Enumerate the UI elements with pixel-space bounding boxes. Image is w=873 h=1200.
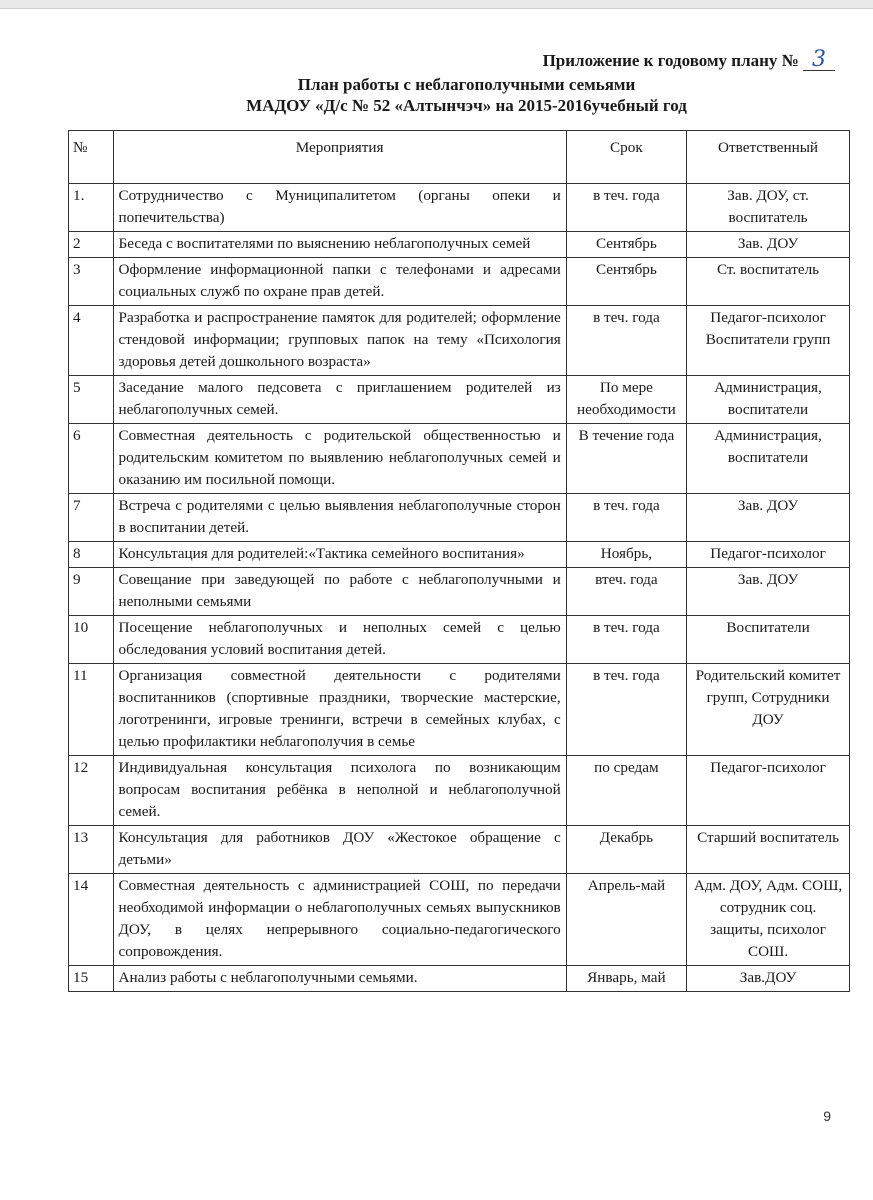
row-event: Сотрудничество с Муниципалитетом (органы опеки и попечительства) [113,184,566,232]
column-header-events: Мероприятия [113,131,566,184]
column-header-responsible: Ответственный [687,131,850,184]
row-event: Оформление информационной папки с телефонами и адресами социальных служб по охране прав детей. [113,258,566,306]
row-term: По мере необходимости [566,376,686,424]
row-responsible: Старший воспитатель [687,826,850,874]
row-responsible: Зав. ДОУ [687,232,850,258]
row-responsible: Адм. ДОУ, Адм. СОШ, сотрудник соц. защиты, психолог СОШ. [687,874,850,966]
row-number: 5 [69,376,114,424]
document-subtitle: МАДОУ «Д/с № 52 «Алтынчэч» на 2015-2016учебный год [246,96,687,115]
table-row [69,258,850,306]
row-number: 3 [69,258,114,306]
row-responsible: Администрация, воспитатели [687,424,850,494]
table-row [69,494,850,542]
table-row [69,424,850,494]
row-number: 1. [69,184,114,232]
table-row [69,306,850,376]
row-number: 10 [69,616,114,664]
row-term: в теч. года [566,306,686,376]
page-top-edge [0,0,873,9]
row-number: 11 [69,664,114,756]
column-header-number: № [69,131,114,184]
row-responsible: Ст. воспитатель [687,258,850,306]
row-event: Совместная деятельность с администрацией СОШ, по передачи необходимой информации о неблагополучных семьях выпускников ДОУ, в целях непрерывного социально-педагогического сопровождения. [113,874,566,966]
row-term: Апрель-май [566,874,686,966]
appendix-number: 3 [803,50,835,71]
row-term: Ноябрь, [566,542,686,568]
row-term: втеч. года [566,568,686,616]
row-responsible: Зав. ДОУ [687,568,850,616]
row-number: 4 [69,306,114,376]
document-title: План работы с неблагополучными семьями [297,75,636,94]
row-term: В течение года [566,424,686,494]
row-event: Встреча с родителями с целью выявления неблагополучные сторон в воспитании детей. [113,494,566,542]
row-term: в теч. года [566,184,686,232]
row-responsible: Педагог-психолог [687,542,850,568]
row-event: Совещание при заведующей по работе с неблагополучными и неполными семьями [113,568,566,616]
row-responsible: Педагог-психолог Воспитатели групп [687,306,850,376]
row-term: Сентябрь [566,258,686,306]
row-event: Анализ работы с неблагополучными семьями. [113,966,566,992]
row-event: Консультация для родителей:«Тактика семейного воспитания» [113,542,566,568]
table-row [69,664,850,756]
table-row [69,826,850,874]
row-number: 14 [69,874,114,966]
row-number: 8 [69,542,114,568]
row-number: 13 [69,826,114,874]
row-responsible: Воспитатели [687,616,850,664]
row-event: Консультация для работников ДОУ «Жестокое обращение с детьми» [113,826,566,874]
table-row [69,568,850,616]
row-event: Заседание малого педсовета с приглашением родителей из неблагополучных семей. [113,376,566,424]
table-row [69,966,850,992]
row-responsible: Зав. ДОУ, ст. воспитатель [687,184,850,232]
appendix-label: Приложение к годовому плану № [542,51,799,70]
table-header-row [69,131,850,184]
table-row [69,874,850,966]
row-term: в теч. года [566,664,686,756]
table-row [69,376,850,424]
row-term: Сентябрь [566,232,686,258]
row-term: Декабрь [566,826,686,874]
row-number: 12 [69,756,114,826]
row-event: Беседа с воспитателями по выяснению неблагополучных семей [113,232,566,258]
row-event: Посещение неблагополучных и неполных семей с целью обследования условий воспитания детей. [113,616,566,664]
table-row [69,232,850,258]
appendix-heading [542,47,835,72]
row-event: Совместная деятельность с родительской общественностью и родительским комитетом по выявлению неблагополучных семей и оказанию им посильной помощи. [113,424,566,494]
page-number: 9 [823,1108,831,1124]
row-term: по средам [566,756,686,826]
row-number: 7 [69,494,114,542]
row-responsible: Зав. ДОУ [687,494,850,542]
row-event: Организация совместной деятельности с родителями воспитанников (спортивные праздники, творческие мастерские, логотренинги, игровые тренинги, встречи в семейных клубах, с целью профилактики неблагополучия в семье [113,664,566,756]
column-header-term: Срок [566,131,686,184]
row-number: 2 [69,232,114,258]
table-row [69,542,850,568]
row-number: 6 [69,424,114,494]
row-number: 15 [69,966,114,992]
row-term: Январь, май [566,966,686,992]
table-row [69,756,850,826]
work-plan-table [68,130,850,992]
row-responsible: Зав.ДОУ [687,966,850,992]
row-term: в теч. года [566,494,686,542]
row-responsible: Педагог-психолог [687,756,850,826]
row-term: в теч. года [566,616,686,664]
row-responsible: Родительский комитет групп, Сотрудники ДОУ [687,664,850,756]
row-number: 9 [69,568,114,616]
table-row [69,616,850,664]
row-event: Индивидуальная консультация психолога по возникающим вопросам воспитания ребёнка в неполной и неблагополучной семей. [113,756,566,826]
row-responsible: Администрация, воспитатели [687,376,850,424]
row-event: Разработка и распространение памяток для родителей; оформление стендовой информации; групповых папок на тему «Психология здоровья детей дошкольного возраста» [113,306,566,376]
table-row [69,184,850,232]
